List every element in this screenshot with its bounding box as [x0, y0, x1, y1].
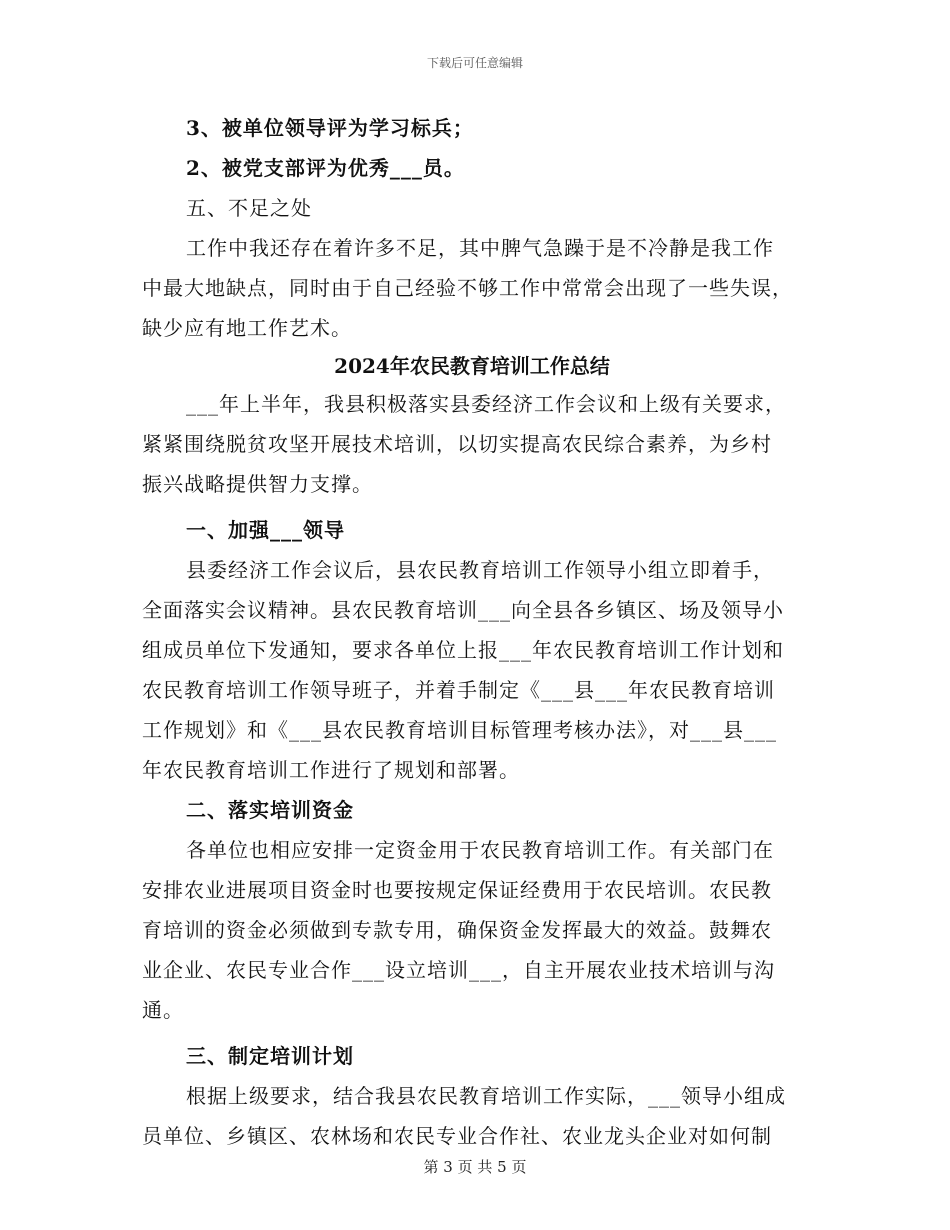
section-heading: 一、加强___领导	[186, 518, 345, 542]
section-heading: 二、落实培训资金	[186, 798, 354, 822]
paragraph-line: 县委经济工作会议后，县农民教育培训工作领导小组立即着手，	[186, 558, 774, 582]
section-heading: 五、不足之处	[186, 196, 312, 220]
paragraph-line: 工作规划》和《___县农民教育培训目标管理考核办法》，对___县___	[142, 718, 777, 742]
paragraph-line: 业企业、农民专业合作___设立培训___，自主开展农业技术培训与沟	[142, 958, 775, 982]
paragraph-line: 年农民教育培训工作进行了规划和部署。	[142, 758, 520, 782]
page-number: 第 3 页 共 5 页	[423, 1158, 527, 1176]
document-title: 2024年农民教育培训工作总结	[334, 354, 610, 378]
paragraph-line: 中最大地缺点，同时由于自己经验不够工作中常常会出现了一些失误，	[142, 276, 793, 300]
paragraph-line: 全面落实会议精神。县农民教育培训___向全县各乡镇区、场及领导小	[142, 598, 784, 622]
paragraph-line: 紧紧围绕脱贫攻坚开展技术培训，以切实提高农民综合素养，为乡村	[142, 432, 772, 456]
paragraph-line: 育培训的资金必须做到专款专用，确保资金发挥最大的效益。鼓舞农	[142, 918, 772, 942]
paragraph-line: ___年上半年，我县积极落实县委经济工作会议和上级有关要求，	[186, 392, 786, 416]
text-line: 3、被单位领导评为学习标兵；	[186, 116, 474, 140]
paragraph-line: 员单位、乡镇区、农林场和农民专业合作社、农业龙头企业对如何制	[142, 1124, 772, 1148]
text-line: 2、被党支部评为优秀___员。	[186, 156, 465, 180]
paragraph-line: 工作中我还存在着许多不足，其中脾气急躁于是不冷静是我工作	[186, 236, 774, 260]
paragraph-line: 缺少应有地工作艺术。	[142, 316, 352, 340]
paragraph-line: 组成员单位下发通知，要求各单位上报___年农民教育培训工作计划和	[142, 638, 784, 662]
paragraph-line: 通。	[142, 998, 184, 1022]
paragraph-line: 根据上级要求，结合我县农民教育培训工作实际，___领导小组成	[186, 1084, 786, 1108]
page-header-note: 下载后可任意编辑	[426, 56, 523, 70]
document-body	[142, 108, 802, 1156]
paragraph-line: 各单位也相应安排一定资金用于农民教育培训工作。有关部门在	[186, 838, 774, 862]
paragraph-line: 安排农业进展项目资金时也要按规定保证经费用于农民培训。农民教	[142, 878, 772, 902]
paragraph-line: 振兴战略提供智力支撑。	[142, 472, 373, 496]
paragraph-line: 农民教育培训工作领导班子，并着手制定《___县___年农民教育培训	[142, 678, 775, 702]
section-heading: 三、制定培训计划	[186, 1044, 354, 1068]
